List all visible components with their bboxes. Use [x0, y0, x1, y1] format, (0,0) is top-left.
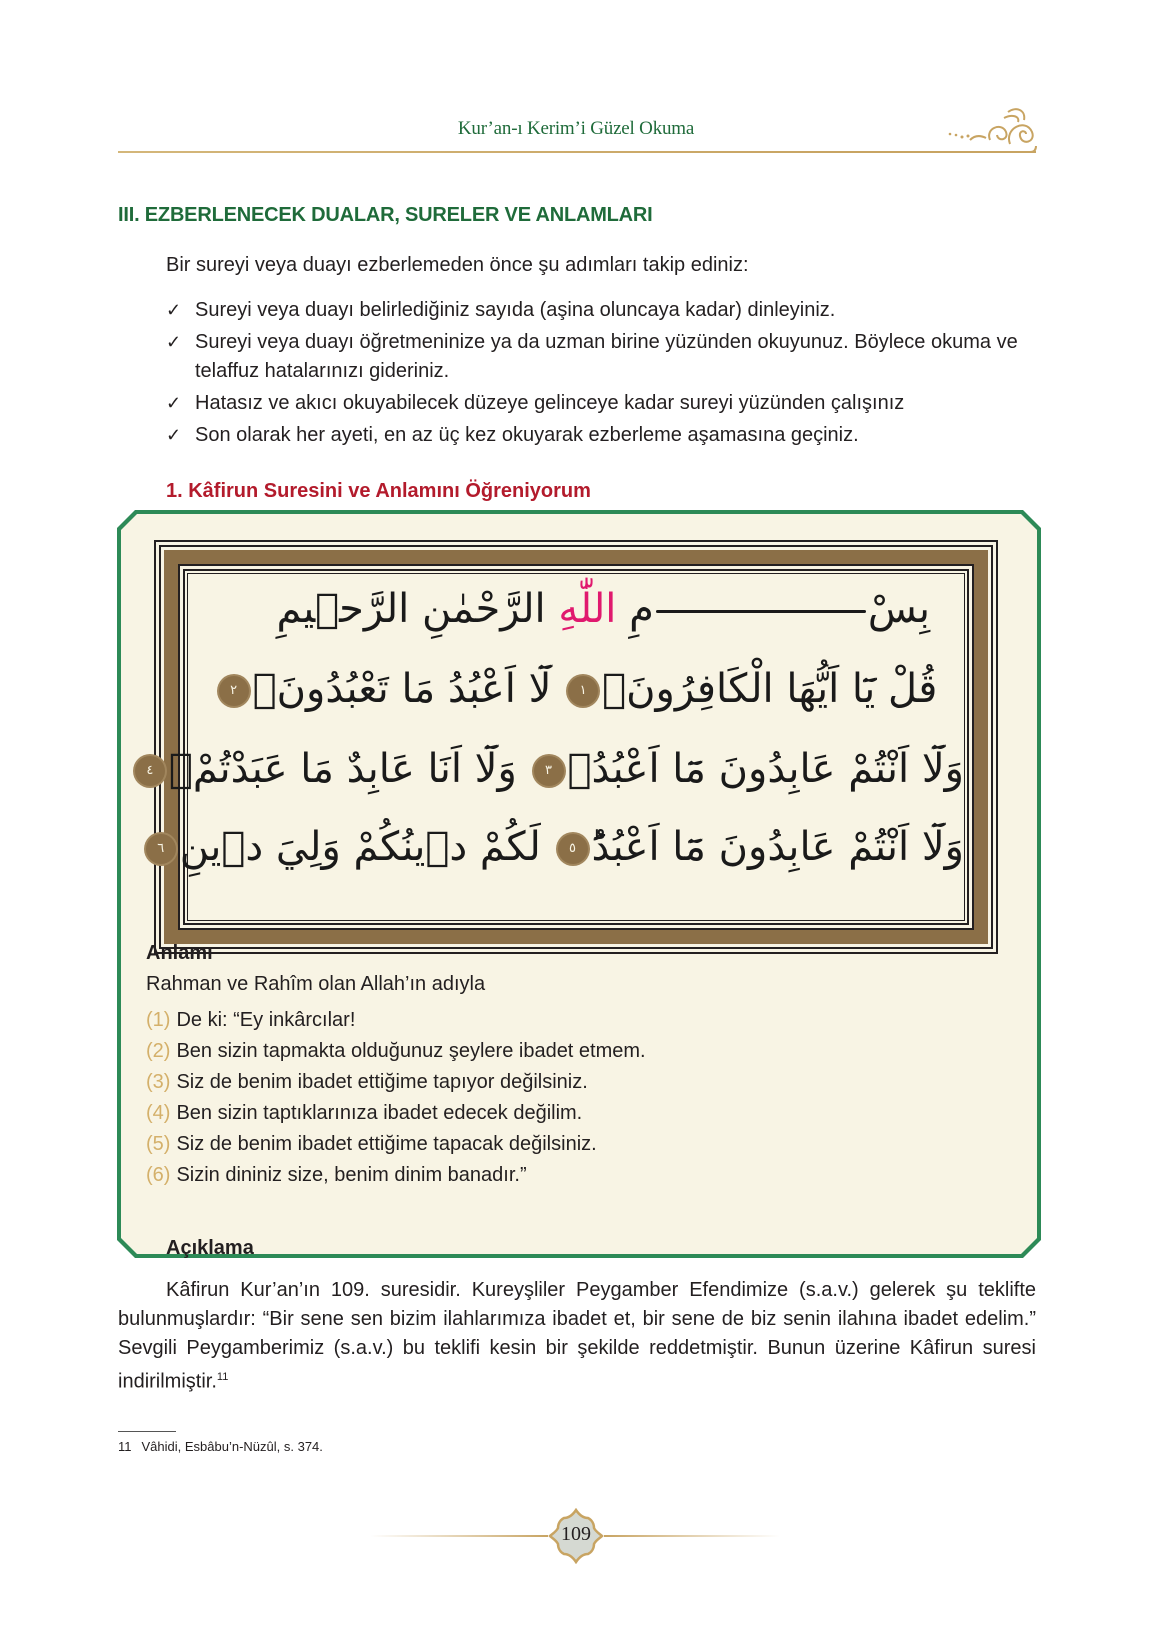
ayah-text: لَٓا اَعْبُدُ مَا تَعْبُدُونَۙ [252, 666, 552, 712]
basmala-allah: اللّٰهِ [558, 586, 617, 632]
verse-number: (4) [146, 1102, 171, 1124]
verse-text: Ben sizin tapmakta olduğunuz şeylere ibadet etmem. [176, 1040, 646, 1062]
basmala-arabic [188, 586, 964, 632]
ayah-text: لَكُمْ د۪ينُكُمْ وَلِيَ د۪ينِ [179, 824, 541, 870]
meaning-heading: Anlamı [146, 942, 213, 964]
footnote-number: 11 [118, 1439, 132, 1454]
list-item [146, 1067, 646, 1098]
ayah-line [157, 824, 964, 870]
verse-text: Siz de benim ibadet ettiğime tapıyor değilsiniz. [176, 1071, 588, 1093]
subsection-title: 1. Kâfirun Suresini ve Anlamını Öğreniyorum [166, 480, 591, 502]
meaning-basmala: Rahman ve Rahîm olan Allah’ın adıyla [146, 973, 486, 995]
ayah-text: قُلْ يَٓا اَيُّهَا الْكَافِرُونَۙ [602, 666, 938, 712]
checkmark-icon: ✓ [166, 332, 182, 352]
verse-text: Sizin dininiz size, benim dinim banadır.” [176, 1164, 527, 1186]
step-text: Sureyi veya duayı öğretmeninize ya da uzman birine yüzünden okuyunuz. Böylece okuma ve telaffuz hatalarınızı gideriniz. [195, 331, 1018, 382]
basmala-bis: بِسْ [867, 586, 930, 632]
verse-number: (3) [146, 1071, 171, 1093]
list-item [146, 1036, 646, 1067]
footnote-rule [118, 1431, 176, 1432]
explanation-text: Kâfirun Kur’an’ın 109. suresidir. Kureyşliler Peygamber Efendimize (s.a.v.) gelerek şu teklifte bulunmuşlardır: “Bir sene sen bizim ilahlarımıza ibadet et, bir sene de biz senin ilahına ibadet edelim.” Sevgili Peygamberimiz (s.a.v.) bu teklifi kesin bir şekilde reddetmiştir. Bunun üzerine Kâfirun suresi indirilmiştir. [118, 1279, 1036, 1393]
floral-swirl-ornament-icon [930, 100, 1040, 158]
list-item [146, 1129, 646, 1160]
ayah-line [146, 746, 964, 792]
explanation-heading: Açıklama [166, 1237, 254, 1259]
ayah-number-marker: ٤ [135, 756, 165, 786]
footnote-text: Vâhidi, Esbâbu’n-Nüzûl, s. 374. [141, 1439, 323, 1454]
ayah-text: وَلَٓا اَنَا عَابِدٌ مَا عَبَدْتُمْۙ [168, 746, 517, 792]
list-item [166, 296, 1046, 325]
step-text: Sureyi veya duayı belirlediğiniz sayıda (aşina oluncaya kadar) dinleyiniz. [195, 299, 836, 321]
ayah-line [188, 666, 964, 712]
verse-number: (2) [146, 1040, 171, 1062]
footnote-reference[interactable]: 11 [216, 1371, 229, 1383]
kashida-stroke [656, 610, 866, 613]
ayah-number-marker: ٥ [558, 834, 588, 864]
ayah-number-marker: ٣ [534, 756, 564, 786]
page-number: 109 [561, 1523, 591, 1545]
verse-number: (1) [146, 1009, 171, 1031]
basmala-mi: مِ [629, 586, 654, 632]
running-header-title: Kur’an-ı Kerim’i Güzel Okuma [457, 118, 695, 139]
verse-number: (5) [146, 1133, 171, 1155]
checkmark-icon: ✓ [166, 300, 182, 320]
list-item [166, 328, 1046, 386]
ayah-text: وَلَٓا اَنْتُمْ عَابِدُونَ مَٓا اَعْبُدُؕ [591, 824, 964, 870]
step-text: Son olarak her ayeti, en az üç kez okuyarak ezberleme aşamasına geçiniz. [195, 424, 859, 446]
intro-paragraph: Bir sureyi veya duayı ezberlemeden önce şu adımları takip ediniz: [166, 254, 749, 276]
page-number-rule-left [370, 1535, 548, 1537]
page-number-rule-right [604, 1535, 780, 1537]
verse-text: Ben sizin taptıklarınıza ibadet edecek değilim. [176, 1102, 583, 1124]
explanation-paragraph [118, 1276, 1036, 1397]
list-item [146, 1005, 646, 1036]
verse-number: (6) [146, 1164, 171, 1186]
verse-text: De ki: “Ey inkârcılar! [176, 1009, 356, 1031]
meaning-list [146, 1005, 646, 1191]
list-item [146, 1160, 646, 1191]
ayah-number-marker: ٢ [219, 676, 249, 706]
step-text: Hatasız ve akıcı okuyabilecek düzeye gelinceye kadar sureyi yüzünden çalışınız [195, 392, 905, 414]
steps-list [166, 296, 1046, 453]
checkmark-icon: ✓ [166, 393, 182, 413]
footnote [118, 1439, 323, 1454]
list-item [166, 421, 1046, 450]
ayah-number-marker: ٦ [146, 834, 176, 864]
section-title: III. EZBERLENECEK DUALAR, SURELER VE ANLAMLARI [118, 204, 653, 226]
ayah-number-marker: ١ [568, 676, 598, 706]
verse-text: Siz de benim ibadet ettiğime tapacak değilsiniz. [176, 1133, 597, 1155]
list-item [166, 389, 1046, 418]
list-item [146, 1098, 646, 1129]
checkmark-icon: ✓ [166, 425, 182, 445]
header-rule [118, 151, 1036, 153]
ayah-text: وَلَٓا اَنْتُمْ عَابِدُونَ مَٓا اَعْبُدُۚ [567, 746, 964, 792]
basmala-rahman-rahim: الرَّحْمٰنِ الرَّح۪يمِ [276, 586, 546, 632]
